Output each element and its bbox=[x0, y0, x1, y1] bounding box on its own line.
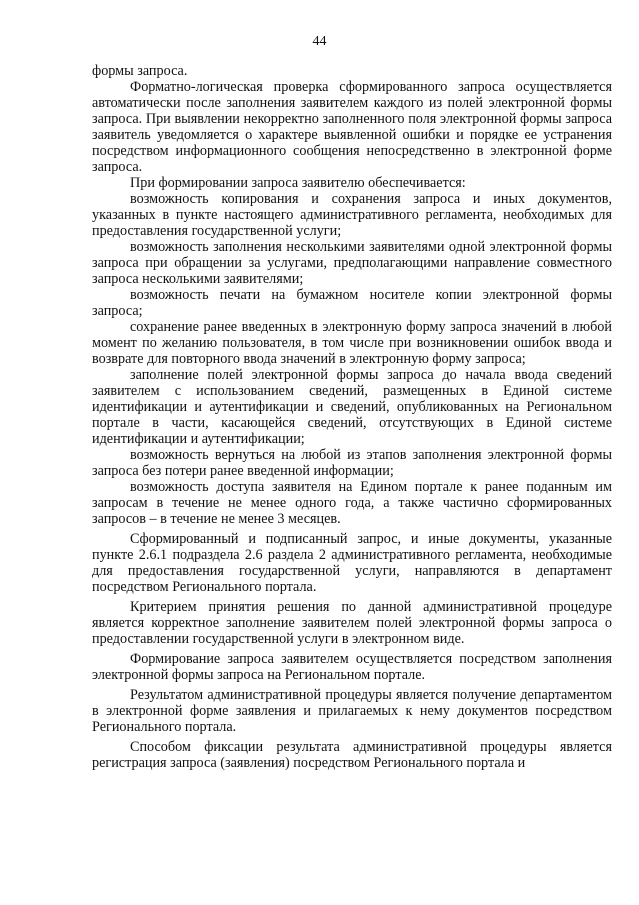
document-body bbox=[92, 63, 612, 771]
paragraph-provided-intro: При формировании запроса заявителю обеспечивается: bbox=[130, 175, 466, 191]
paragraph-criterion: Критерием принятия решения по данной административной процедуре является корректное заполнение заявителем полей электронной формы запроса о предоставлении государственной услуги в электронном виде. bbox=[92, 599, 612, 647]
list-item-access-requests: возможность доступа заявителя на Едином портале к ранее поданным им запросам в течение не менее одного года, а также частично сформированных запросов – в течение не менее 3 месяцев. bbox=[92, 479, 612, 527]
list-item-prefill: заполнение полей электронной формы запроса до начала ввода сведений заявителем с использованием сведений, размещенных в Единой системе идентификации и аутентификации и сведений, опубликованных на Региональном портале в части, касающейся сведений, отсутствующих в Единой системе идентификации и аутентификации; bbox=[92, 367, 612, 447]
page-number: 44 bbox=[312, 34, 327, 49]
paragraph-formation: Формирование запроса заявителем осуществляется посредством заполнения электронной формы запроса на Региональном портале. bbox=[92, 651, 612, 683]
list-item-multiple-applicants: возможность заполнения несколькими заявителями одной электронной формы запроса при обращении за услугами, предполагающими направление совместного запроса несколькими заявителями; bbox=[92, 239, 612, 287]
paragraph-fixation: Способом фиксации результата административной процедуры является регистрация запроса (заявления) посредством Регионального портала и bbox=[92, 739, 612, 771]
paragraph-submission: Сформированный и подписанный запрос, и иные документы, указанные пункте 2.6.1 подраздела 2.6 раздела 2 административного регламента, необходимые для предоставления государственной услуги, направляются в департамент посредством Регионального портала. bbox=[92, 531, 612, 595]
paragraph-result: Результатом административной процедуры является получение департаментом в электронной форме заявления и прилагаемых к нему документов посредством Регионального портала. bbox=[92, 687, 612, 735]
list-item-copy-save: возможность копирования и сохранения запроса и иных документов, указанных в пункте настоящего административного регламента, необходимых для предоставления государственной услуги; bbox=[92, 191, 612, 239]
paragraph-continuation: формы запроса. bbox=[92, 63, 188, 79]
list-item-save-values: сохранение ранее введенных в электронную форму запроса значений в любой момент по желанию пользователя, в том числе при возникновении ошибок ввода и возврате для повторного ввода значений в электронную форму запроса; bbox=[92, 319, 612, 367]
list-item-return-stage: возможность вернуться на любой из этапов заполнения электронной формы запроса без потери ранее введенной информации; bbox=[92, 447, 612, 479]
list-item-print: возможность печати на бумажном носителе копии электронной формы запроса; bbox=[92, 287, 612, 319]
paragraph-format-check: Форматно-логическая проверка сформированного запроса осуществляется автоматически после заполнения заявителем каждого из полей электронной формы запроса. При выявлении некорректно заполненного поля электронной формы запроса заявитель уведомляется о характере выявленной ошибки и порядке ее устранения посредством информационного сообщения непосредственно в электронной форме запроса. bbox=[92, 79, 612, 175]
